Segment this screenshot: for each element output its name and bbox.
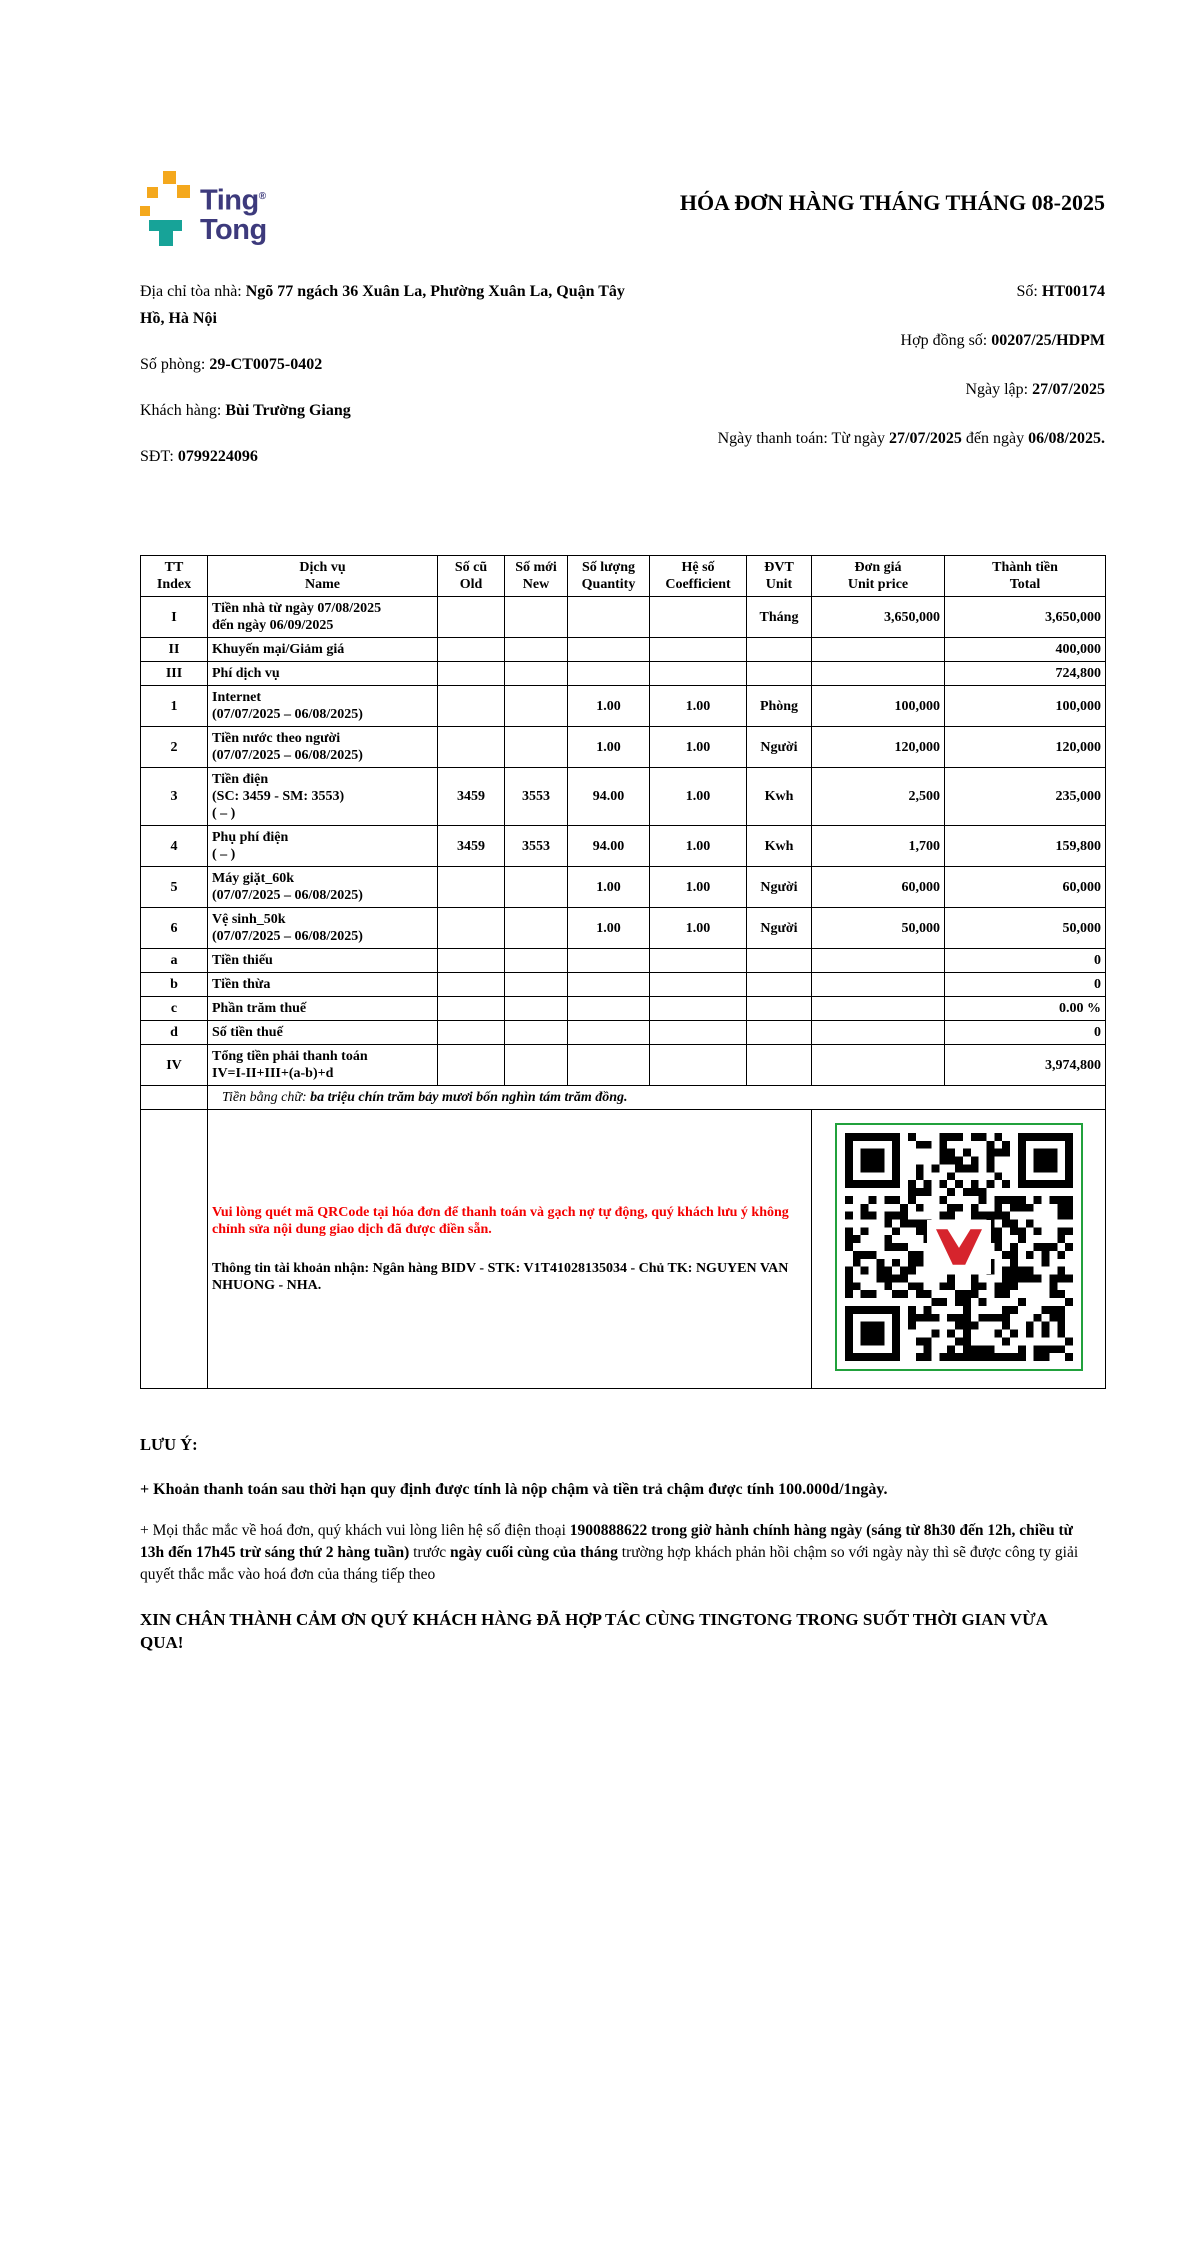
room-number [140,351,630,378]
cell-total: 159,800 [945,826,1106,867]
table-row [141,949,1106,973]
table-header-cell: Đơn giá Unit price [812,556,945,597]
cell-name: Vệ sinh_50k (07/07/2025 – 06/08/2025) [208,908,438,949]
cell-new [505,638,568,662]
table-row [141,638,1106,662]
payment-period [685,425,1105,452]
cell-old [438,686,505,727]
cell-coef [650,949,747,973]
cell-tt: I [141,597,208,638]
empty-cell [141,1086,208,1110]
brand-text [200,182,267,245]
payment-instructions [208,1110,812,1389]
amount-in-words-label: Tiền bằng chữ: [222,1090,311,1105]
cell-name: Số tiền thuế [208,1021,438,1045]
cell-qty: 1.00 [568,867,650,908]
table-row [141,662,1106,686]
cell-tt: 5 [141,867,208,908]
cell-new: 3553 [505,768,568,826]
cell-price [812,1045,945,1086]
cell-coef [650,638,747,662]
cell-new [505,867,568,908]
cell-price: 3,650,000 [812,597,945,638]
cell-old [438,638,505,662]
invoice-meta [685,278,1105,489]
cell-name: Tiền nước theo người (07/07/2025 – 06/08/2025) [208,727,438,768]
cell-unit: Kwh [747,768,812,826]
cell-price: 2,500 [812,768,945,826]
cell-unit [747,662,812,686]
contact-note-part: + Mọi thắc mắc về hoá đơn, quý khách vui lòng liên hệ số điện thoại [140,1522,570,1539]
contract-number-value: 00207/25/HDPM [991,332,1105,349]
account-suffix: . [317,1278,322,1293]
table-row [141,686,1106,727]
deadline-emphasis: ngày cuối cùng của tháng [449,1544,618,1561]
room-number-label: Số phòng: [140,356,210,373]
invoice-title: HÓA ĐƠN HÀNG THÁNG THÁNG 08-2025 [679,190,1105,215]
contact-note-part: trường hợp khách phản hồi chậm so với ngày này thì sẽ được công ty giải quyết thắc mắc vào hoá đơn của tháng tiếp theo [140,1544,1079,1583]
cell-qty: 94.00 [568,768,650,826]
cell-total: 0.00 % [945,997,1106,1021]
tingtong-logo [140,170,267,250]
amount-in-words-value: ba triệu chín trăm bảy mươi bốn nghìn tám trăm đồng. [310,1090,628,1105]
cell-coef: 1.00 [650,727,747,768]
payment-period-label2: đến ngày [961,430,1029,447]
cell-total: 235,000 [945,768,1106,826]
cell-price [812,997,945,1021]
customer-name [140,397,630,424]
cell-coef [650,973,747,997]
contract-number [685,327,1105,354]
table-header-row [141,556,1106,597]
payment-period-end: 06/08/2025. [1028,430,1105,447]
invoice-table [140,555,1106,1389]
cell-qty: 94.00 [568,826,650,867]
account-owner: NGUYEN VAN NHUONG - NHA [212,1261,789,1293]
cell-old [438,997,505,1021]
cell-total: 100,000 [945,686,1106,727]
cell-unit [747,973,812,997]
customer-phone-value: 0799224096 [177,448,258,465]
cell-new [505,662,568,686]
cell-total: 3,974,800 [945,1045,1106,1086]
cell-price [812,638,945,662]
brand-bottom: Tong [200,213,267,246]
cell-old: 3459 [438,768,505,826]
account-info [212,1260,807,1294]
cell-unit [747,638,812,662]
table-row [141,997,1106,1021]
table-row [141,1021,1106,1045]
table-header-cell: Số lượng Quantity [568,556,650,597]
cell-qty [568,1021,650,1045]
cell-total: 0 [945,973,1106,997]
cell-total: 3,650,000 [945,597,1106,638]
table-body [141,597,1106,1086]
cell-unit [747,1021,812,1045]
cell-tt: 3 [141,768,208,826]
cell-price: 100,000 [812,686,945,727]
amount-in-words [208,1086,1106,1110]
table-row [141,1045,1106,1086]
cell-price [812,662,945,686]
cell-price: 50,000 [812,908,945,949]
cell-qty [568,662,650,686]
cell-old [438,908,505,949]
table-row [141,727,1106,768]
room-number-value: 29-CT0075-0402 [209,356,323,373]
table-row [141,908,1106,949]
cell-coef: 1.00 [650,908,747,949]
cell-price [812,973,945,997]
cell-qty: 1.00 [568,908,650,949]
table-row [141,597,1106,638]
brand-top: Ting [200,184,259,217]
notes-section [140,1435,1105,1654]
table-header-cell: Số mới New [505,556,568,597]
qr-row [141,1110,1106,1389]
cell-unit: Người [747,867,812,908]
cell-name: Tiền thiếu [208,949,438,973]
cell-qty [568,997,650,1021]
cell-name: Tiền điện (SC: 3459 - SM: 3553) ( – ) [208,768,438,826]
hotline-number: 1900888622 trong giờ hành chính hàng ngày (sáng từ 8h30 đến 12h, chiều từ 13h đến 17h45 trừ sáng thứ 2 hàng tuần) [140,1522,1073,1561]
account-prefix: Thông tin tài khoản nhận: Ngân hàng BIDV - STK: [212,1261,524,1276]
cell-old [438,973,505,997]
cell-unit: Kwh [747,826,812,867]
cell-name: Máy giặt_60k (07/07/2025 – 06/08/2025) [208,867,438,908]
contact-note-part: trước [409,1544,450,1561]
tingtong-logo-icon [140,170,190,250]
cell-old: 3459 [438,826,505,867]
cell-new [505,1021,568,1045]
invoice-number [685,278,1105,305]
cell-old [438,597,505,638]
cell-unit: Phòng [747,686,812,727]
amount-in-words-row [141,1086,1106,1110]
qr-code-cell [812,1110,1106,1389]
cell-new [505,973,568,997]
notes-heading: LƯU Ý: [140,1435,198,1454]
table-footer [141,1086,1106,1389]
table-header-cell: Dịch vụ Name [208,556,438,597]
cell-old [438,662,505,686]
cell-price [812,949,945,973]
header [140,0,1105,250]
cell-price [812,1021,945,1045]
cell-tt: b [141,973,208,997]
contact-note [140,1520,1085,1586]
cell-tt: II [141,638,208,662]
table-header-cell: TT Index [141,556,208,597]
cell-new [505,908,568,949]
invoice-number-label: Số: [1016,283,1042,300]
cell-qty [568,973,650,997]
cell-tt: 4 [141,826,208,867]
cell-coef: 1.00 [650,826,747,867]
cell-unit [747,997,812,1021]
cell-unit [747,1045,812,1086]
cell-qty [568,1045,650,1086]
cell-coef: 1.00 [650,686,747,727]
cell-total: 120,000 [945,727,1106,768]
cell-new [505,597,568,638]
customer-name-label: Khách hàng: [140,402,226,419]
table-row [141,973,1106,997]
invoice-number-value: HT00174 [1041,283,1105,300]
cell-name: Tiền thừa [208,973,438,997]
table-row [141,867,1106,908]
cell-coef [650,662,747,686]
cell-name: Khuyến mại/Giảm giá [208,638,438,662]
cell-old [438,1021,505,1045]
cell-qty: 1.00 [568,727,650,768]
cell-unit [747,949,812,973]
cell-total: 0 [945,1021,1106,1045]
cell-total: 724,800 [945,662,1106,686]
cell-coef [650,1045,747,1086]
account-number: V1T41028135034 [523,1261,627,1276]
payment-period-start: 27/07/2025 [889,430,962,447]
cell-unit: Người [747,908,812,949]
building-address [140,278,630,332]
cell-total: 400,000 [945,638,1106,662]
late-fee-note: + Khoản thanh toán sau thời hạn quy định được tính là nộp chậm và tiền trả chậm được tính 100.000d/1ngày. [140,1481,888,1498]
cell-tt: III [141,662,208,686]
cell-new: 3553 [505,826,568,867]
building-address-label: Địa chỉ tòa nhà: [140,283,246,300]
customer-phone-label: SĐT: [140,448,178,465]
payment-period-label: Ngày thanh toán: Từ ngày [717,430,890,447]
table-header-cell: Hệ số Coefficient [650,556,747,597]
cell-tt: IV [141,1045,208,1086]
issue-date-label: Ngày lập: [965,381,1033,398]
cell-new [505,727,568,768]
cell-new [505,1045,568,1086]
cell-old [438,1045,505,1086]
customer-name-value: Bùi Trường Giang [225,402,351,419]
contract-number-label: Hợp đồng số: [900,332,992,349]
cell-price: 60,000 [812,867,945,908]
cell-coef: 1.00 [650,867,747,908]
invoice-info [140,278,1105,489]
cell-total: 60,000 [945,867,1106,908]
cell-name: Phí dịch vụ [208,662,438,686]
qr-code [835,1123,1083,1371]
cell-coef [650,1021,747,1045]
customer-phone [140,443,630,470]
table-header [141,556,1106,597]
cell-name: Phụ phí điện ( – ) [208,826,438,867]
cell-total: 50,000 [945,908,1106,949]
cell-tt: 2 [141,727,208,768]
cell-tt: 1 [141,686,208,727]
cell-tt: d [141,1021,208,1045]
cell-unit: Người [747,727,812,768]
customer-info [140,278,630,489]
cell-name: Phần trăm thuế [208,997,438,1021]
cell-name: Tổng tiền phải thanh toán IV=I-II+III+(a-b)+d [208,1045,438,1086]
table-header-cell: Số cũ Old [438,556,505,597]
cell-coef [650,597,747,638]
building-address-value: Ngõ 77 ngách 36 Xuân La, Phường Xuân La, Quận Tây Hồ, Hà Nội [140,283,625,327]
qr-warning-note: Vui lòng quét mã QRCode tại hóa đơn để thanh toán và gạch nợ tự động, quý khách lưu ý không chỉnh sửa nội dung giao dịch đã được điền sẵn. [212,1205,789,1237]
cell-qty: 1.00 [568,686,650,727]
cell-qty [568,638,650,662]
cell-total: 0 [945,949,1106,973]
cell-name: Tiền nhà từ ngày 07/08/2025 đến ngày 06/09/2025 [208,597,438,638]
table-header-cell: ĐVT Unit [747,556,812,597]
cell-old [438,867,505,908]
cell-unit: Tháng [747,597,812,638]
table-header-cell: Thành tiền Total [945,556,1106,597]
cell-price: 120,000 [812,727,945,768]
issue-date [685,376,1105,403]
table-row [141,826,1106,867]
cell-tt: 6 [141,908,208,949]
empty-cell [141,1110,208,1389]
cell-price: 1,700 [812,826,945,867]
thanks-message: XIN CHÂN THÀNH CẢM ƠN QUÝ KHÁCH HÀNG ĐÃ HỢP TÁC CÙNG TINGTONG TRONG SUỐT THỜI GIAN VỪA QUA! [140,1610,1047,1652]
issue-date-value: 27/07/2025 [1032,381,1105,398]
cell-new [505,997,568,1021]
cell-old [438,727,505,768]
account-mid: - Chủ TK: [626,1261,696,1276]
registered-mark: ® [258,191,266,202]
cell-new [505,686,568,727]
cell-coef [650,997,747,1021]
table-row [141,768,1106,826]
cell-qty [568,597,650,638]
cell-name: Internet (07/07/2025 – 06/08/2025) [208,686,438,727]
cell-old [438,949,505,973]
cell-tt: a [141,949,208,973]
cell-tt: c [141,997,208,1021]
cell-new [505,949,568,973]
vietqr-v-icon [927,1220,991,1274]
cell-coef: 1.00 [650,768,747,826]
cell-qty [568,949,650,973]
